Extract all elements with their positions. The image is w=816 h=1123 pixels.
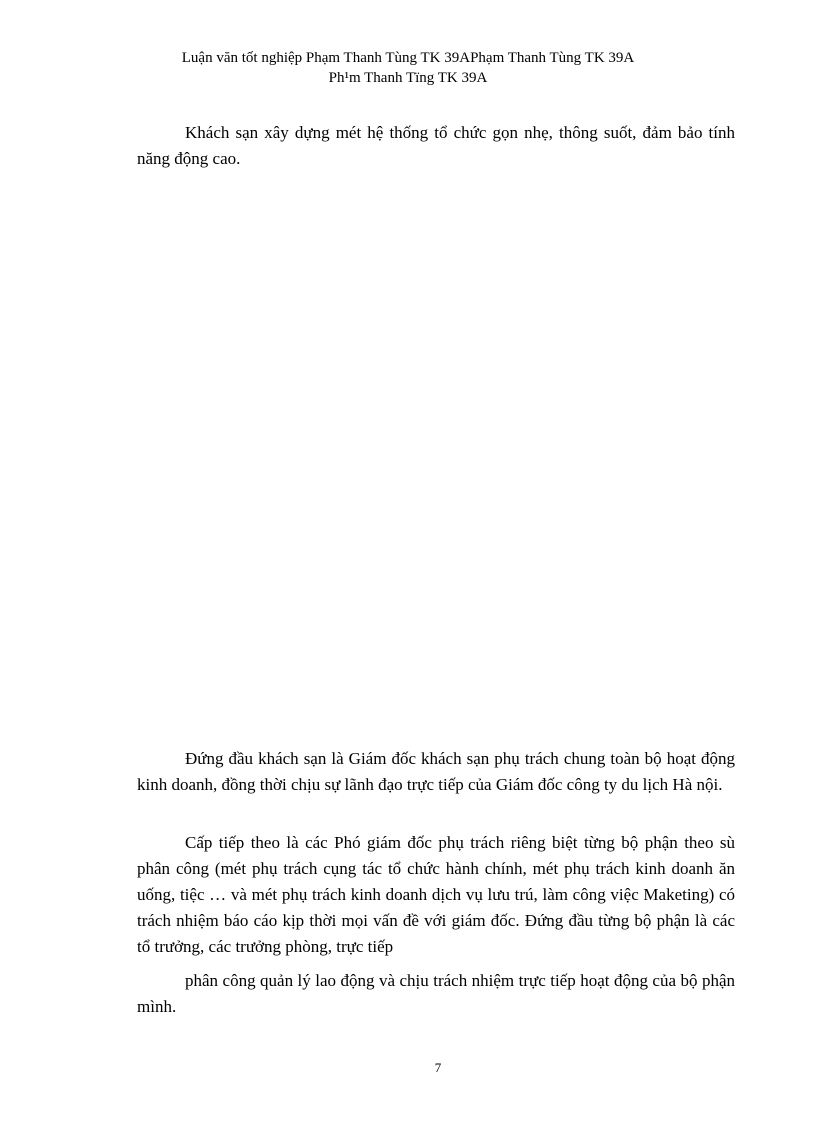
page-header	[100, 48, 716, 88]
paragraph-1: Khách sạn xây dựng mét hệ thống tổ chức gọn nhẹ, thông suốt, đảm bảo tính năng động cao.	[137, 123, 735, 168]
page-number: 7	[434, 1060, 442, 1075]
header-line-2: Ph¹m Thanh Tïng TK 39A	[328, 70, 488, 86]
paragraph-2: Đứng đầu khách sạn là Giám đốc khách sạn phụ trách chung toàn bộ hoạt động kinh doanh, đồng thời chịu sự lãnh đạo trực tiếp của Giám đốc công ty du lịch Hà nội.	[137, 749, 735, 794]
paragraph-3: Cấp tiếp theo là các Phó giám đốc phụ trách riêng biệt từng bộ phận theo sù phân công (mét phụ trách cụng tác tổ chức hành chính, mét phụ trách kinh doanh ăn uống, tiệc … và mét phụ trách kinh doanh dịch vụ lưu trú, làm công việc Maketing) có trách nhiệm báo cáo kịp thời mọi vấn đề với giám đốc. Đứng đầu từng bộ phận là các tổ trưởng, các trưởng phòng, trực tiếp	[137, 833, 735, 956]
header-line-1: Luận văn tốt nghiệp Phạm Thanh Tùng TK 39APhạm Thanh Tùng TK 39A	[181, 50, 635, 66]
paragraph-4: phân công quản lý lao động và chịu trách nhiệm trực tiếp hoạt động của bộ phận mình.	[137, 971, 735, 1016]
